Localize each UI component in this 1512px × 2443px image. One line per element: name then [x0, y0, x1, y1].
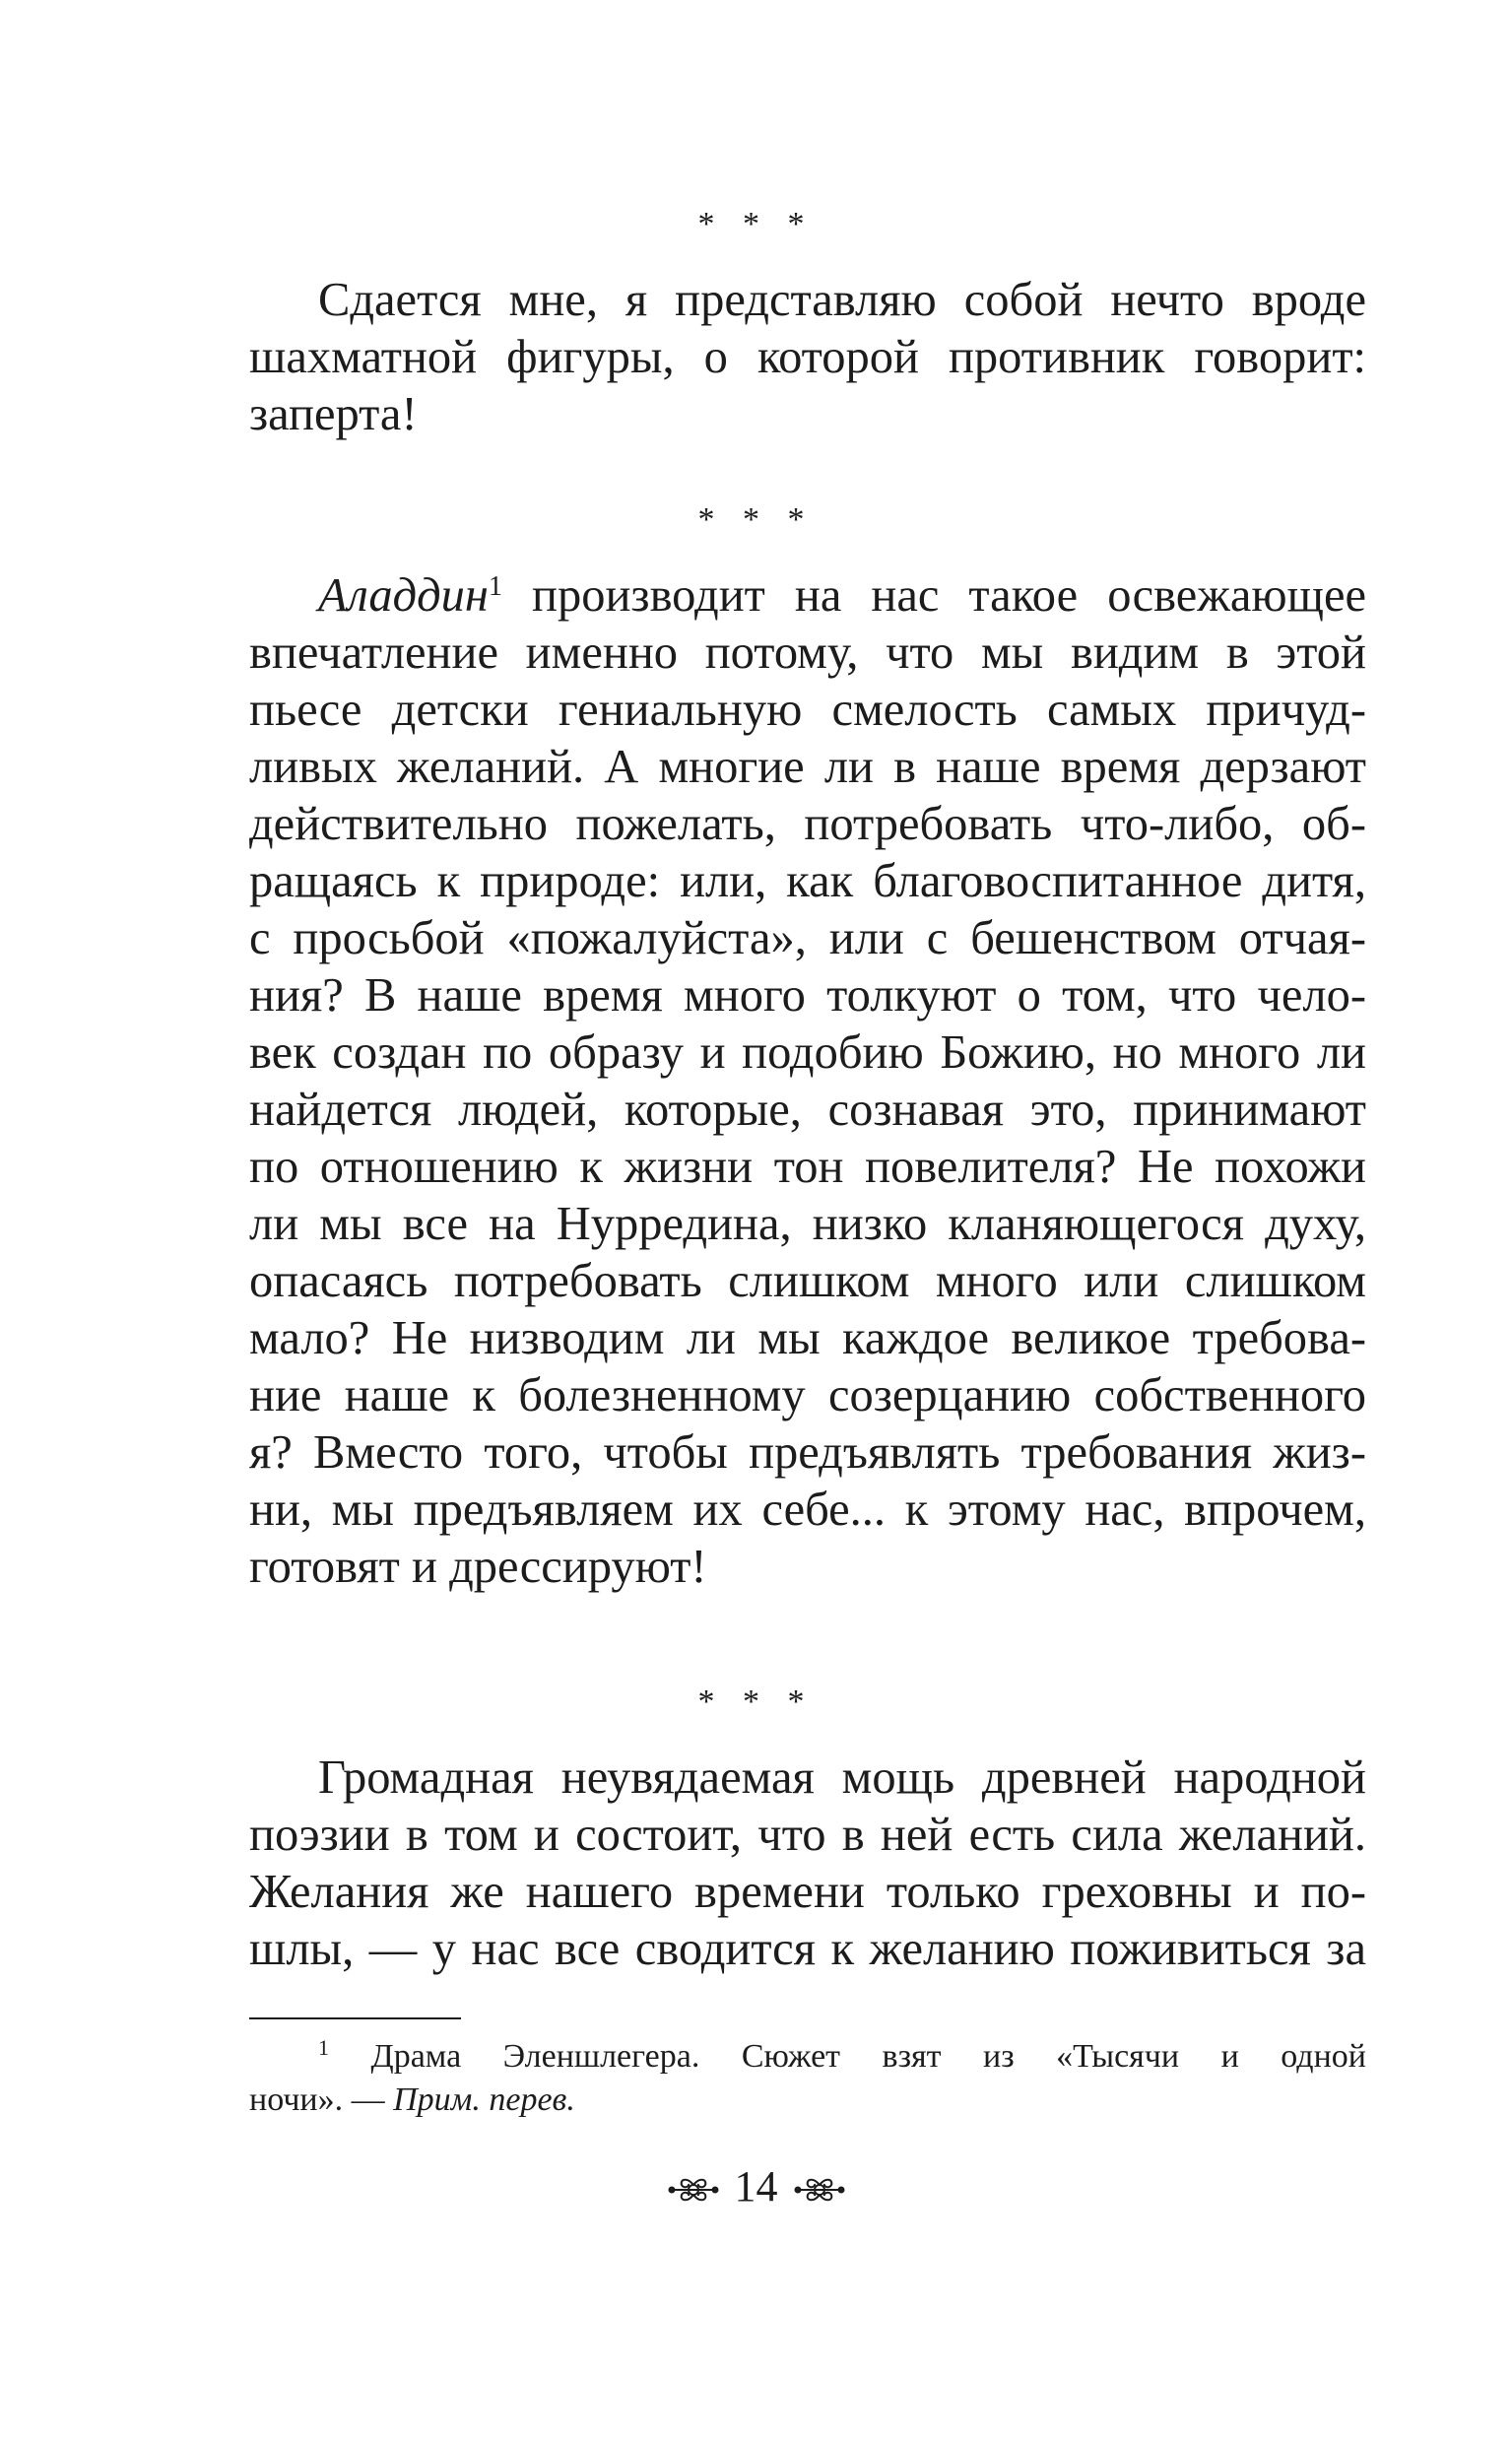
footnote-line: [318, 2035, 1366, 2079]
text-line: [318, 567, 1366, 625]
text-line: мало? Не низводим ли мы каждое великое требова-: [249, 1312, 1366, 1364]
text-line: Сдается мне, я представляю собой нечто вроде: [318, 274, 1366, 326]
section-separator: * * *: [697, 501, 815, 538]
text-line: шлы, — у нас все сводится к желанию поживиться за: [249, 1923, 1366, 1975]
translator-note: Прим. перев.: [393, 2081, 575, 2118]
section-separator: * * *: [697, 1684, 815, 1720]
text-line: я? Вместо того, чтобы предъявлять требования жиз-: [249, 1426, 1366, 1479]
text-line: ние наше к болезненному созерцанию собственного: [249, 1369, 1366, 1421]
text-line: ния? В наше время много толкуют о том, что чело-: [249, 969, 1366, 1022]
play-title: Аладдин: [318, 569, 489, 622]
footnote-line: [249, 2079, 1366, 2122]
footnote-rule: [249, 2017, 461, 2019]
floral-ornament-right-icon: [792, 2163, 847, 2218]
text-line: заперта!: [249, 388, 418, 440]
text-line: шахматной фигуры, о которой противник говорит:: [249, 331, 1366, 383]
text-line: поэзии в том и состоит, что в ней есть сила желаний.: [249, 1809, 1366, 1861]
text-line: ни, мы предъявляем их себе... к этому нас, впрочем,: [249, 1484, 1366, 1536]
text-line: опасаясь потребовать слишком много или слишком: [249, 1255, 1366, 1307]
text-line: ли мы все на Нурредина, низко кланяющегося духу,: [249, 1198, 1366, 1250]
page-number: 14: [734, 2162, 778, 2211]
section-separator: * * *: [697, 206, 815, 242]
text-line: готовят и дрессируют!: [249, 1541, 707, 1593]
text-line: по отношению к жизни тон повелителя? Не похожи: [249, 1141, 1366, 1193]
text-line: пьесе детски гениальную смелость самых причуд-: [249, 684, 1366, 736]
text-line: Желания же нашего времени только греховны и по-: [249, 1866, 1366, 1918]
text-line: найдется людей, которые, сознавая это, принимают: [249, 1084, 1366, 1136]
text-line: ливых желаний. А многие ли в наше время дерзают: [249, 741, 1366, 793]
text-span: производит на нас такое освежающее: [502, 569, 1366, 622]
footnote-text: ночи». —: [249, 2081, 394, 2118]
footnote-text: Драма Эленшлегера. Сюжет взят из «Тысячи и одной: [329, 2038, 1366, 2075]
text-line: с просьбой «пожалуйста», или с бешенством отчая-: [249, 912, 1366, 964]
page-footer: [0, 2159, 1512, 2218]
text-line: действительно пожелать, потребовать что-либо, об-: [249, 798, 1366, 850]
text-line: впечатление именно потому, что мы видим в этой: [249, 627, 1366, 679]
text-line: Громадная неувядаемая мощь древней народной: [318, 1751, 1366, 1804]
text-line: ращаясь к природе: или, как благовоспитанное дитя,: [249, 855, 1366, 907]
footnote-reference: 1: [489, 571, 502, 602]
floral-ornament-left-icon: [666, 2163, 721, 2218]
text-line: век создан по образу и подобию Божию, но много ли: [249, 1026, 1366, 1079]
footnote-mark: 1: [318, 2035, 329, 2060]
